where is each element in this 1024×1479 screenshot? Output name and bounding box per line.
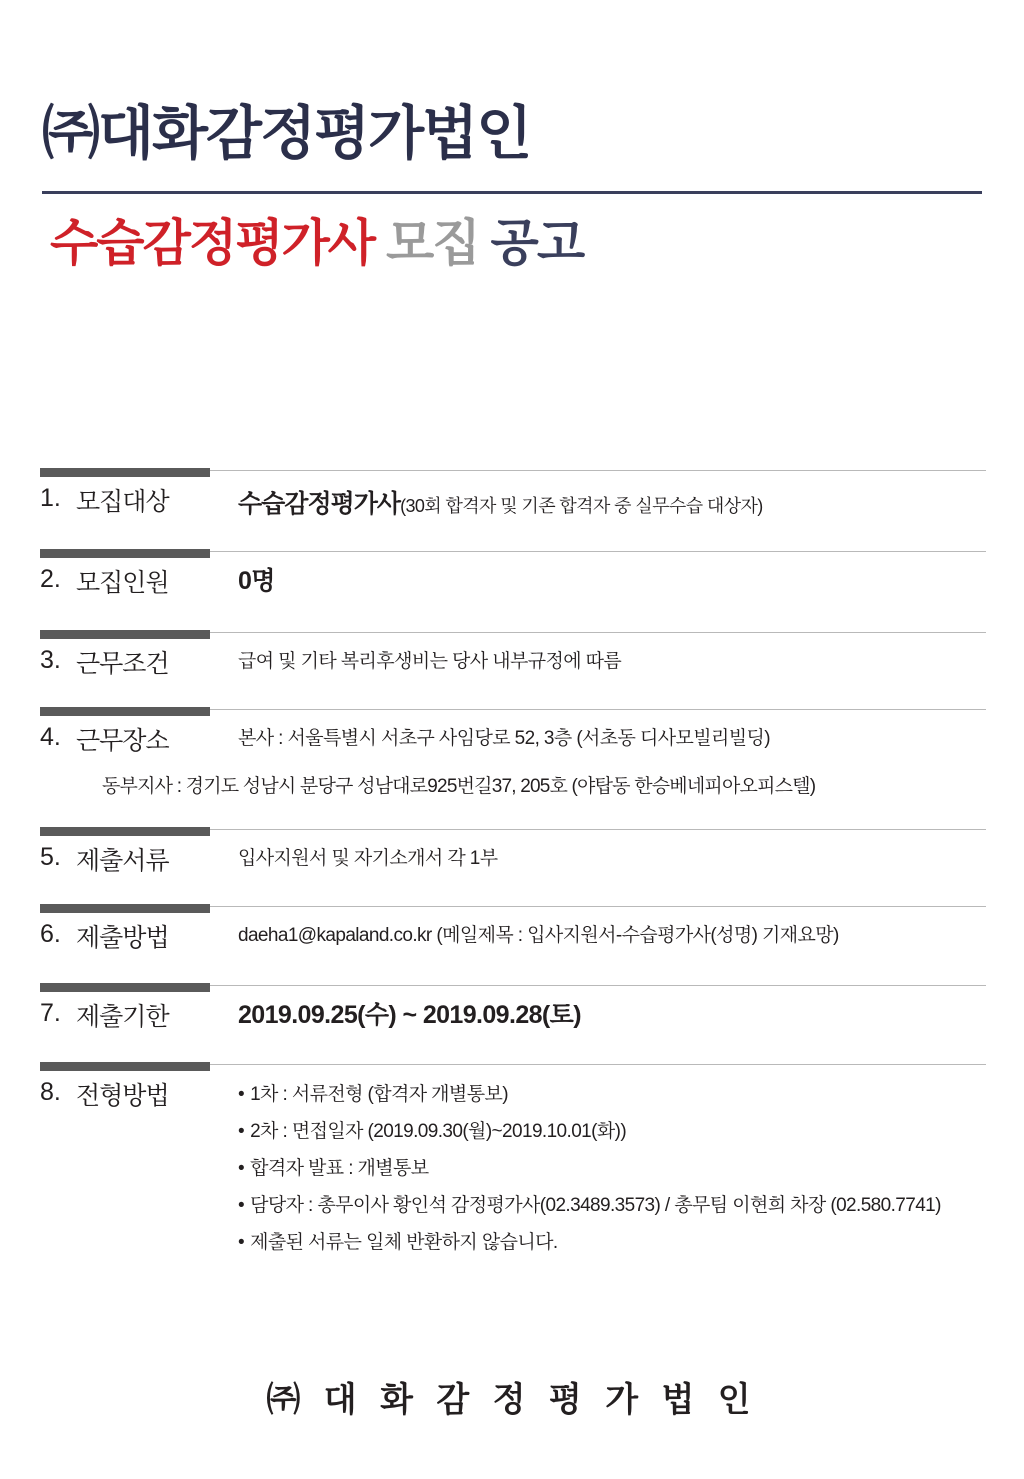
item-value-bullets [238, 1072, 986, 1261]
item-separator [40, 827, 986, 835]
bullet-text: 합격자 발표 : 개별통보 [250, 1157, 429, 1179]
item-number: 4. [40, 722, 61, 751]
item-label: 전형방법 [76, 1081, 169, 1110]
item-number: 2. [40, 564, 61, 593]
item-number: 1. [40, 483, 61, 512]
item-number: 6. [40, 919, 61, 948]
item-value-email[interactable]: daeha1@kapaland.co.kr (메일제목 : 입사지원서-수습평가사(성명) 기재요망) [238, 924, 839, 946]
bullet-text: 1차 : 서류전형 (합격자 개별통보) [250, 1083, 508, 1105]
headline-part-gray: 모집 [386, 214, 479, 271]
bullet-item [238, 1076, 986, 1113]
list-item [40, 895, 986, 974]
item-number: 5. [40, 842, 61, 871]
bullet-dot-icon: • [238, 1232, 245, 1254]
bullet-dot-icon: • [238, 1120, 245, 1142]
bullet-dot-icon: • [238, 1195, 245, 1217]
bullet-text: 제출된 서류는 일체 반환하지 않습니다. [250, 1232, 558, 1254]
item-value: 본사 : 서울특별시 서초구 사임당로 52, 3층 (서초동 디사모빌리빌딩) [238, 727, 770, 749]
item-label: 근무장소 [76, 726, 169, 755]
item-value [238, 478, 986, 524]
list-item [40, 818, 986, 895]
item-value: 급여 및 기타 복리후생비는 당사 내부규정에 따름 [238, 650, 622, 672]
list-item [40, 459, 986, 540]
bullet-item [238, 1113, 986, 1150]
item-value: 0명 [238, 566, 275, 595]
page-title [50, 216, 984, 271]
item-separator [40, 983, 986, 991]
item-label: 제출기한 [76, 1002, 169, 1031]
item-label: 모집대상 [76, 487, 169, 516]
bullet-dot-icon: • [238, 1083, 245, 1105]
item-label: 제출방법 [76, 923, 169, 952]
bullet-item [238, 1224, 986, 1261]
item-label: 모집인원 [76, 568, 169, 597]
company-title: ㈜대화감정평가법인 [42, 101, 531, 166]
item-separator [40, 549, 986, 557]
item-separator [40, 904, 986, 912]
list-item [40, 540, 986, 621]
bullet-item [238, 1150, 986, 1187]
announcement-item-list [40, 459, 986, 1271]
list-item [40, 621, 986, 698]
item-number: 8. [40, 1077, 61, 1106]
bullet-item [238, 1187, 986, 1224]
item-value-secondary: 동부지사 : 경기도 성남시 분당구 성남대로925번길37, 205호 (야탑동 한승베네피아오피스텔) [102, 775, 816, 797]
item-number: 3. [40, 645, 61, 674]
item-label: 근무조건 [76, 649, 169, 678]
bullet-dot-icon: • [238, 1157, 245, 1179]
header-divider [42, 191, 982, 194]
item-value-note: (30회 합격자 및 기존 합격자 중 실무수습 대상자) [400, 495, 763, 516]
item-separator [40, 1062, 986, 1070]
item-value: 입사지원서 및 자기소개서 각 1부 [238, 847, 498, 869]
item-label: 제출서류 [76, 846, 169, 875]
footer-company-name: ㈜ 대 화 감 정 평 가 법 인 [266, 1381, 758, 1419]
item-value-strong: 수습감정평가사 [238, 489, 401, 518]
item-number: 7. [40, 998, 61, 1027]
item-separator [40, 630, 986, 638]
bullet-text: 2차 : 면접일자 (2019.09.30(월)~2019.10.01(화)) [250, 1120, 627, 1142]
headline-part-red: 수습감정평가사 [50, 214, 375, 271]
headline-part-dark: 공고 [490, 214, 584, 271]
item-value-deadline: 2019.09.25(수) ~ 2019.09.28(토) [238, 1000, 581, 1029]
item-separator [40, 707, 986, 715]
item-separator [40, 468, 986, 476]
bullet-text: 담당자 : 총무이사 황인석 감정평가사(02.3489.3573) / 총무팀 이현희 차장 (02.580.7741) [250, 1195, 941, 1217]
list-item [40, 1053, 986, 1271]
list-item [40, 974, 986, 1053]
list-item [40, 698, 986, 818]
